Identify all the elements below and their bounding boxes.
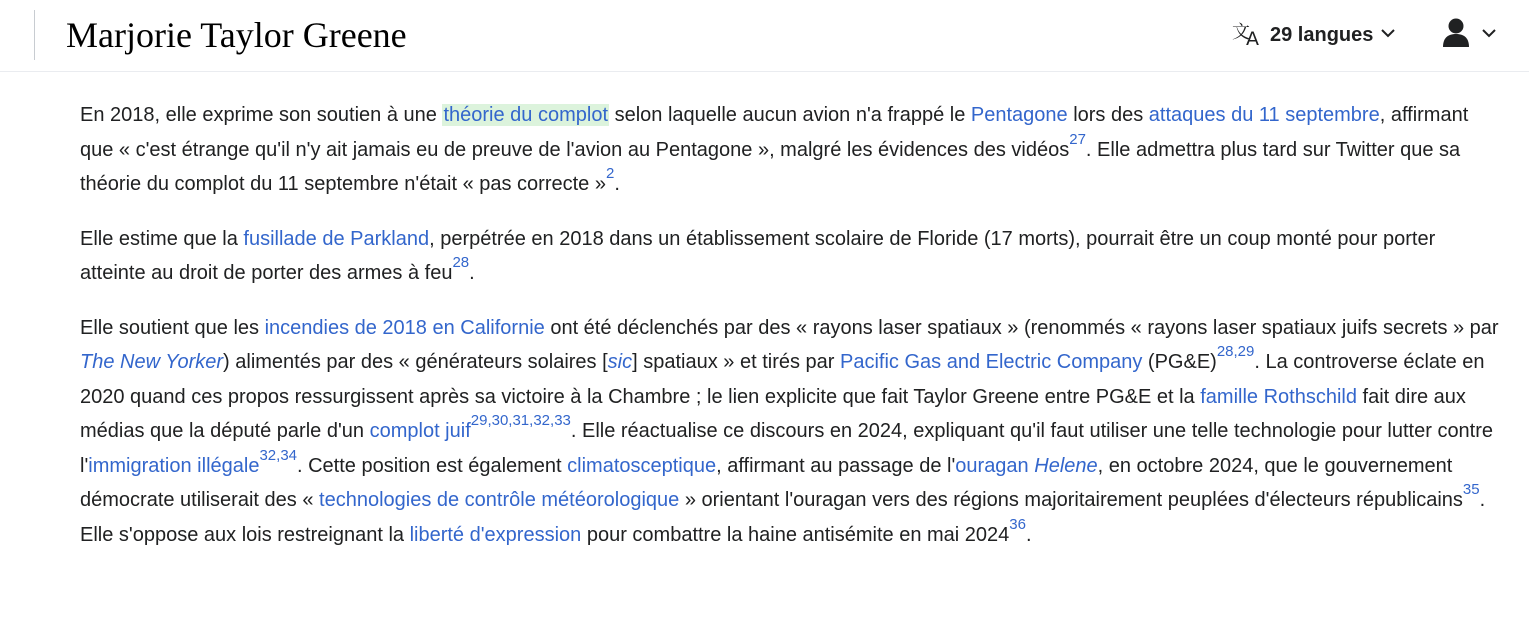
- svg-text:文: 文: [1232, 21, 1250, 43]
- paragraph: [80, 98, 1504, 202]
- text: » orientant l'ouragan vers des régions majoritairement peuplées d'électeurs républicains: [679, 489, 1463, 511]
- text: ) alimentés par des « générateurs solaires [: [223, 351, 608, 373]
- link-pentagone[interactable]: Pentagone: [970, 104, 1068, 126]
- reference-separator: ,: [276, 446, 281, 464]
- reference: [1009, 516, 1026, 533]
- text: ont été déclenchés par des « rayons laser spatiaux » (renommés « rayons laser spatiaux juifs secrets » par: [544, 316, 1499, 339]
- text: Elle estime que la: [80, 227, 244, 250]
- reference-link[interactable]: 29: [1237, 343, 1255, 360]
- reference-link[interactable]: 33: [554, 412, 571, 429]
- link-text: ouragan: [955, 454, 1035, 477]
- text: , affirmant que « c'est étrange qu'il n'y ait jamais eu de preuve de l'avion au Pentagone », malgré les évidences des vidéos: [80, 104, 1469, 161]
- chevron-down-icon: [1379, 24, 1397, 47]
- text: lors des: [1067, 104, 1149, 126]
- reference: [452, 254, 469, 271]
- reference-link[interactable]: 31: [512, 412, 530, 429]
- link-text: sic: [607, 351, 633, 373]
- link-fusillade-parkland[interactable]: fusillade de Parkland: [243, 227, 430, 250]
- text: (PG&E): [1142, 351, 1217, 373]
- reference-separator: ,: [508, 412, 513, 429]
- reference: [259, 447, 297, 464]
- link-pacific-gas-electric[interactable]: Pacific Gas and Electric Company: [840, 351, 1143, 373]
- text: . Elle admettra plus tard sur Twitter que sa théorie du complot du 11 septembre n'était « pas correcte »: [80, 138, 1461, 195]
- text: , perpétrée en 2018 dans un établissement scolaire de Floride (17 morts), pourrait être un coup monté pour porter atteinte au droit de porter des armes à feu: [80, 227, 1436, 284]
- reference-separator: ,: [550, 412, 555, 429]
- link-theorie-du-complot[interactable]: théorie du complot: [443, 104, 609, 126]
- text: . Cette position est également: [297, 454, 568, 477]
- link-new-yorker[interactable]: [80, 351, 223, 373]
- header-divider: [34, 10, 35, 60]
- reference-separator: ,: [529, 412, 534, 429]
- language-count-label: 29 langues: [1270, 23, 1374, 46]
- link-attaques-11-septembre[interactable]: attaques du 11 septembre: [1148, 104, 1380, 126]
- reference: [1463, 481, 1480, 498]
- text: .: [469, 262, 475, 284]
- link-sic[interactable]: [608, 351, 632, 373]
- text: .: [614, 173, 620, 195]
- reference-separator: ,: [487, 412, 492, 429]
- link-text: The New Yorker: [80, 351, 224, 373]
- page-header: [0, 0, 1529, 72]
- reference-link[interactable]: 28: [1216, 343, 1234, 360]
- reference-link[interactable]: 27: [1069, 130, 1086, 148]
- reference-link[interactable]: 2: [605, 165, 615, 182]
- text: . Elle réactualise ce discours en 2024, expliquant qu'il faut utiliser une telle technologie pour lutter contre l': [80, 420, 1494, 477]
- reference-link[interactable]: 32: [533, 412, 551, 429]
- reference-link[interactable]: 35: [1462, 481, 1480, 498]
- text: ] spatiaux » et tirés par: [632, 351, 841, 373]
- link-liberte-expression[interactable]: liberté d'expression: [409, 523, 582, 546]
- link-climatosceptique[interactable]: climatosceptique: [567, 454, 717, 477]
- page-title: Marjorie Taylor Greene: [66, 15, 407, 55]
- link-ouragan-helene[interactable]: [955, 455, 1097, 477]
- reference-link[interactable]: 34: [280, 446, 297, 464]
- link-technologies-controle-meteorologique[interactable]: technologies de contrôle météorologique: [319, 489, 680, 511]
- link-famille-rothschild[interactable]: famille Rothschild: [1200, 385, 1357, 408]
- reference-link[interactable]: 36: [1009, 515, 1026, 533]
- paragraph: [80, 311, 1504, 553]
- chevron-down-icon: [1480, 24, 1498, 47]
- link-incendies-californie[interactable]: incendies de 2018 en Californie: [264, 316, 545, 339]
- link-complot-juif[interactable]: complot juif: [369, 420, 471, 442]
- article-content: [80, 98, 1504, 572]
- language-selector-button[interactable]: [1232, 18, 1397, 52]
- reference-link[interactable]: 32: [259, 446, 277, 464]
- user-icon: [1440, 17, 1472, 54]
- text: pour combattre la haine antisémite en mai 2024: [581, 523, 1010, 546]
- text: . La controverse éclate en 2020 quand ces propos ressurgissent après sa victoire à la Chambre ; le lien explicite que fait Taylor Greene entre PG&E et la: [80, 351, 1485, 408]
- translate-icon: [1232, 19, 1264, 52]
- reference: [1217, 343, 1255, 360]
- text: selon laquelle aucun avion n'a frappé le: [609, 104, 971, 126]
- user-menu-button[interactable]: [1440, 16, 1498, 54]
- reference: [1069, 131, 1086, 148]
- link-text: Helene: [1034, 454, 1098, 477]
- text: fait dire aux médias que la député parle d'un: [80, 385, 1466, 442]
- text: Elle soutient que les: [80, 316, 265, 339]
- text: , affirmant au passage de l': [716, 454, 956, 477]
- reference-link[interactable]: 29: [470, 412, 488, 429]
- reference-link[interactable]: 30: [491, 412, 509, 429]
- link-immigration-illegale[interactable]: immigration illégale: [88, 454, 260, 477]
- text: En 2018, elle exprime son soutien à une: [80, 104, 443, 126]
- text: . Elle s'oppose aux lois restreignant la: [80, 489, 1486, 546]
- reference-link[interactable]: 28: [452, 254, 470, 271]
- text: .: [1025, 523, 1032, 546]
- reference-separator: ,: [1233, 343, 1238, 360]
- reference: [471, 412, 571, 429]
- paragraph: [80, 222, 1504, 291]
- svg-text:A: A: [1246, 27, 1259, 47]
- text: , en octobre 2024, que le gouvernement démocrate utiliserait des «: [80, 454, 1453, 511]
